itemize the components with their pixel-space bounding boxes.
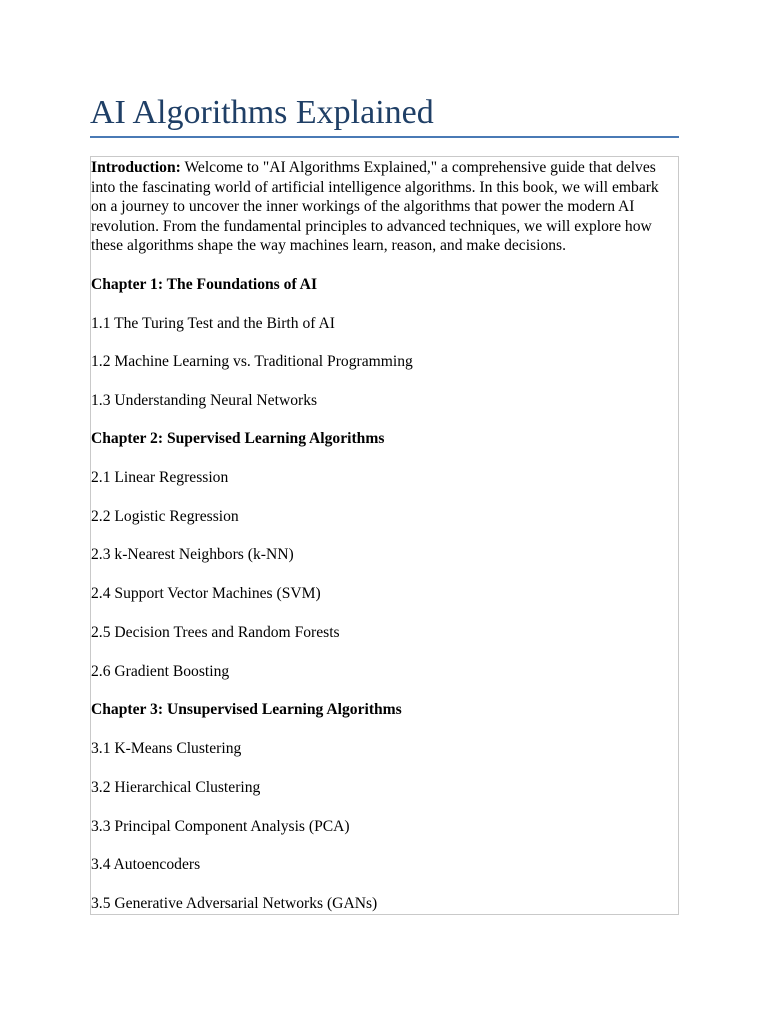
intro-text: Welcome to "AI Algorithms Explained," a comprehensive guide that delves into the fascinating world of artificial intelligence algorithms. In this book, we will embark on a journey to uncover the inner workings of the algorithms that power the modern AI revolution. From the fundamental principles to advanced techniques, we will explore how these algorithms shape the way machines learn, reason, and make decisions. — [91, 159, 659, 254]
section-3-5: 3.5 Generative Adversarial Networks (GANs) — [91, 895, 378, 912]
section-2-2: 2.2 Logistic Regression — [91, 508, 239, 525]
chapter-1-heading: Chapter 1: The Foundations of AI — [91, 276, 318, 293]
section-1-3: 1.3 Understanding Neural Networks — [91, 392, 318, 409]
section-2-4: 2.4 Support Vector Machines (SVM) — [91, 585, 321, 602]
section-1-1: 1.1 The Turing Test and the Birth of AI — [91, 315, 335, 332]
section-2-3: 2.3 k-Nearest Neighbors (k-NN) — [91, 546, 294, 563]
section-3-1: 3.1 K-Means Clustering — [91, 740, 242, 757]
chapter-3-heading: Chapter 3: Unsupervised Learning Algorithms — [91, 701, 402, 718]
intro-label: Introduction: — [91, 159, 181, 176]
section-3-4: 3.4 Autoencoders — [91, 856, 201, 873]
title-underline — [90, 136, 679, 138]
chapter-2-heading: Chapter 2: Supervised Learning Algorithms — [91, 430, 385, 447]
section-3-3: 3.3 Principal Component Analysis (PCA) — [91, 818, 350, 835]
section-2-6: 2.6 Gradient Boosting — [91, 663, 230, 680]
section-2-5: 2.5 Decision Trees and Random Forests — [91, 624, 340, 641]
section-2-1: 2.1 Linear Regression — [91, 469, 229, 486]
section-3-2: 3.2 Hierarchical Clustering — [91, 779, 261, 796]
content-table-cell — [90, 156, 679, 915]
intro-paragraph — [91, 158, 675, 256]
document-title: AI Algorithms Explained — [90, 94, 434, 131]
section-1-2: 1.2 Machine Learning vs. Traditional Programming — [91, 353, 413, 370]
